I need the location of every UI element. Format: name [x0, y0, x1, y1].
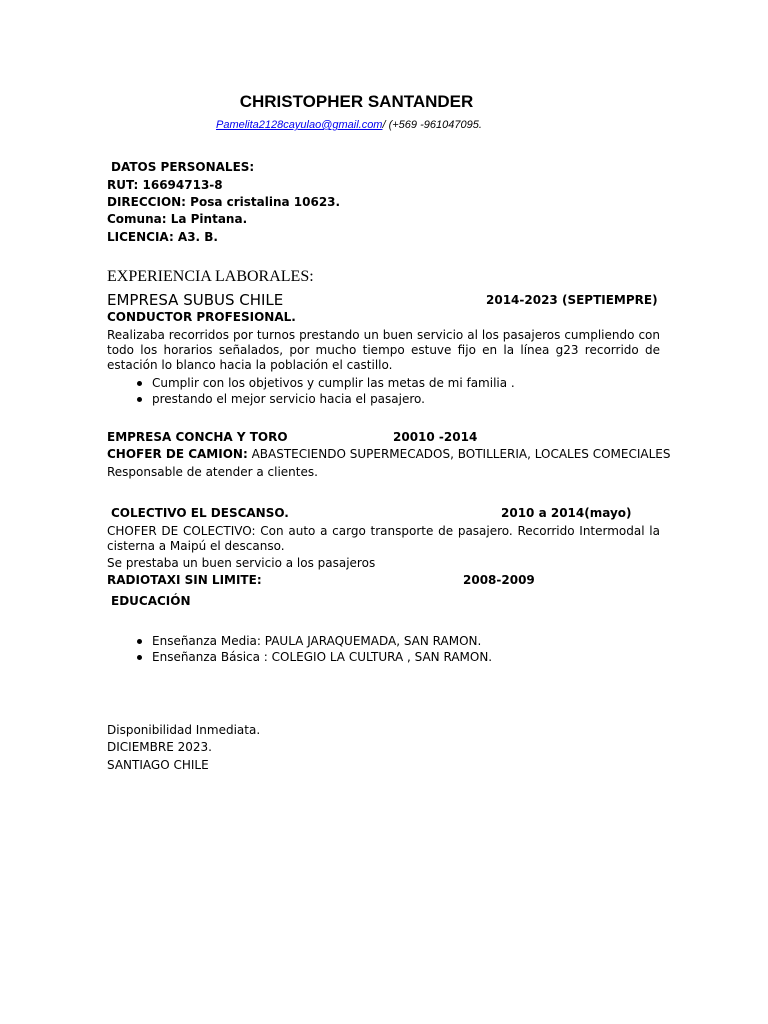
date-line: DICIEMBRE 2023. — [107, 740, 212, 754]
rut-line: RUT: 16694713-8 — [107, 178, 223, 192]
license-line: LICENCIA: A3. B. — [107, 230, 218, 244]
phone-text: / (+569 -961047095. — [382, 119, 482, 131]
candidate-name: CHRISTOPHER SANTANDER — [239, 92, 474, 111]
comuna-line: Comuna: La Pintana. — [107, 212, 248, 226]
job4-company: RADIOTAXI SIN LIMITE: — [107, 573, 262, 587]
availability-line: Disponibilidad Inmediata. — [107, 723, 261, 737]
education-list — [135, 633, 492, 665]
list-item: Enseñanza Media: PAULA JARAQUEMADA, SAN RAMON. — [135, 633, 492, 649]
job1-company: EMPRESA SUBUS CHILE — [107, 291, 284, 309]
address-line: DIRECCION: Posa cristalina 10623. — [107, 195, 341, 209]
job1-role: CONDUCTOR PROFESIONAL. — [107, 310, 296, 324]
job2-role-detail: ABASTECIENDO SUPERMECADOS, BOTILLERIA, LOCALES COMECIALES — [247, 447, 671, 461]
list-item: prestando el mejor servicio hacia el pasajero. — [135, 391, 515, 407]
job2-period: 20010 -2014 — [393, 430, 478, 444]
job2-description: Responsable de atender a clientes. — [107, 465, 318, 479]
job3-company: COLECTIVO EL DESCANSO. — [111, 506, 289, 520]
job3-note: Se prestaba un buen servicio a los pasajeros — [107, 556, 376, 570]
job1-period: 2014-2023 (SEPTIEMPRE) — [486, 293, 658, 307]
job2-role — [107, 447, 671, 461]
personal-data-title: DATOS PERSONALES: — [111, 160, 255, 174]
job2-company: EMPRESA CONCHA Y TORO — [107, 430, 288, 444]
job4-period: 2008-2009 — [463, 573, 535, 587]
list-item: Cumplir con los objetivos y cumplir las metas de mi familia . — [135, 375, 515, 391]
location-line: SANTIAGO CHILE — [107, 758, 209, 772]
job3-description: CHOFER DE COLECTIVO: Con auto a cargo transporte de pasajero. Recorrido Intermodal la cisterna a Maipú el descanso. — [107, 524, 660, 553]
job2-role-label: CHOFER DE CAMION: — [107, 447, 248, 461]
job1-bullet-list — [135, 375, 515, 407]
email-link[interactable]: Pamelita2128cayulao@gmail.com — [216, 119, 383, 131]
contact-line — [216, 119, 482, 131]
job3-period: 2010 a 2014(mayo) — [501, 506, 632, 520]
job1-description: Realizaba recorridos por turnos prestando un buen servicio al los pasajeros cumpliendo con todo los horarios señalados, por mucho tiempo estuve fijo en la línea g23 recorrido de estación lo blanco hacia la población el castillo. — [107, 328, 660, 372]
experience-title: EXPERIENCIA LABORALES: — [107, 268, 314, 285]
list-item: Enseñanza Básica : COLEGIO LA CULTURA , SAN RAMON. — [135, 649, 492, 665]
education-title: EDUCACIÓN — [111, 594, 191, 608]
